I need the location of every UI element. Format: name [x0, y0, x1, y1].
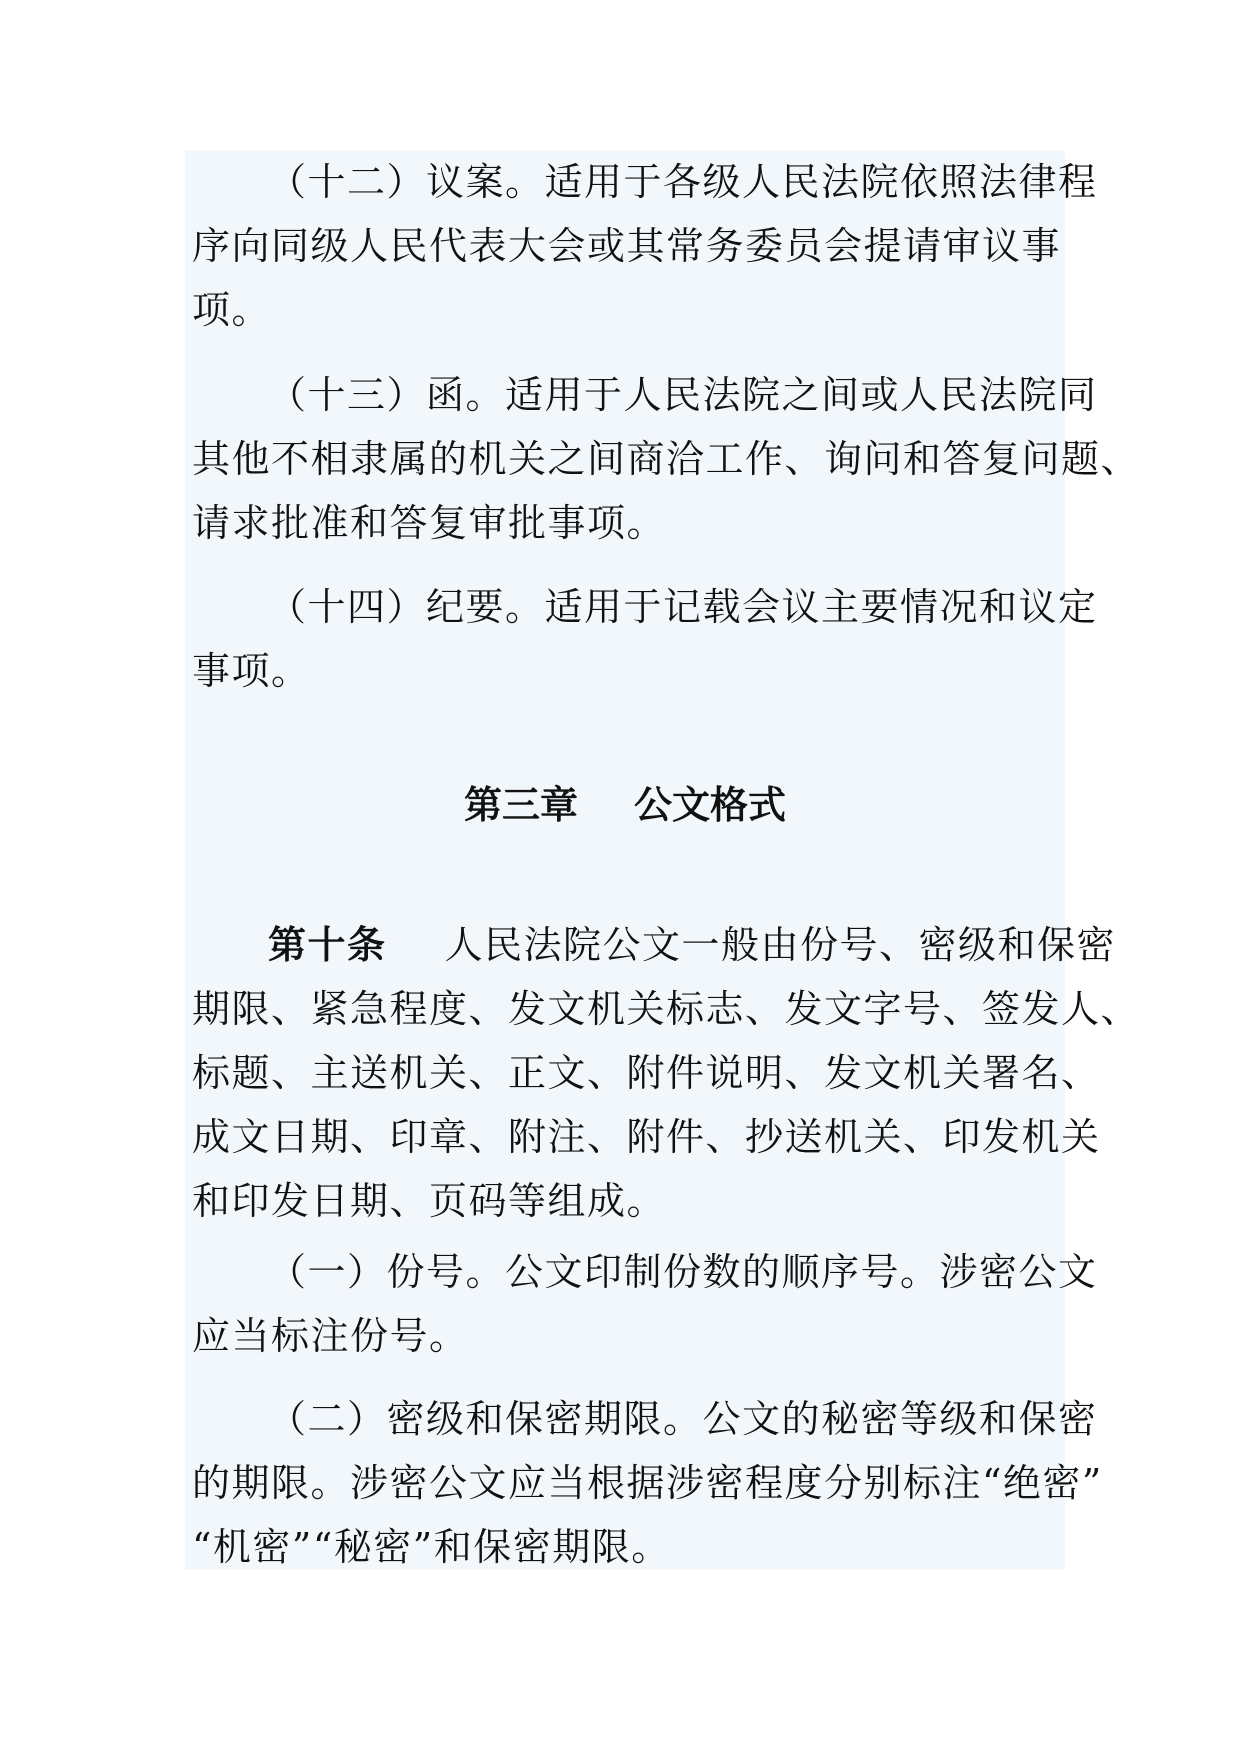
article-10 — [192, 913, 1141, 1233]
text-line: 标题、主送机关、正文、附件说明、发文机关署名、 — [192, 1051, 1101, 1095]
paragraph-item-12 — [192, 150, 1098, 342]
chapter-number: 第三章 — [463, 783, 578, 827]
text-line: 的期限。涉密公文应当根据涉密程度分别标注“绝密” — [192, 1461, 1103, 1505]
chapter-heading — [185, 773, 1065, 837]
article-text: 人民法院公文一般由份号、密级和保密 — [444, 923, 1117, 967]
text-line: “机密”“秘密”和保密期限。 — [192, 1525, 671, 1569]
text-line: 序向同级人民代表大会或其常务委员会提请审议事 — [192, 224, 1062, 268]
text-line: 请求批准和答复审批事项。 — [192, 501, 667, 545]
text-line: 成文日期、印章、附注、附件、抄送机关、印发机关 — [192, 1115, 1101, 1159]
text-line: 应当标注份号。 — [192, 1314, 469, 1358]
text-line — [192, 913, 1117, 977]
text-line: （十三）函。适用于人民法院之间或人民法院同 — [268, 373, 1098, 417]
text-line: 事项。 — [192, 649, 311, 693]
text-line: 其他不相隶属的机关之间商洽工作、询问和答复问题、 — [192, 437, 1141, 481]
paragraph-item-2 — [192, 1387, 1103, 1579]
text-line: 和印发日期、页码等组成。 — [192, 1179, 667, 1223]
document-text-block — [185, 150, 1141, 1570]
paragraph-item-1 — [192, 1240, 1098, 1368]
text-line: （一）份号。公文印制份数的顺序号。涉密公文 — [268, 1250, 1098, 1294]
article-number: 第十条 — [268, 923, 387, 967]
text-line: 期限、紧急程度、发文机关标志、发文字号、签发人、 — [192, 987, 1141, 1031]
chapter-title: 公文格式 — [634, 783, 787, 827]
text-line: （二）密级和保密期限。公文的秘密等级和保密 — [268, 1397, 1098, 1441]
paragraph-item-14 — [192, 575, 1098, 703]
paragraph-item-13 — [192, 363, 1141, 555]
text-line: （十四）纪要。适用于记载会议主要情况和议定 — [268, 585, 1098, 629]
text-line: 项。 — [192, 288, 272, 332]
text-line: （十二）议案。适用于各级人民法院依照法律程 — [268, 160, 1098, 204]
